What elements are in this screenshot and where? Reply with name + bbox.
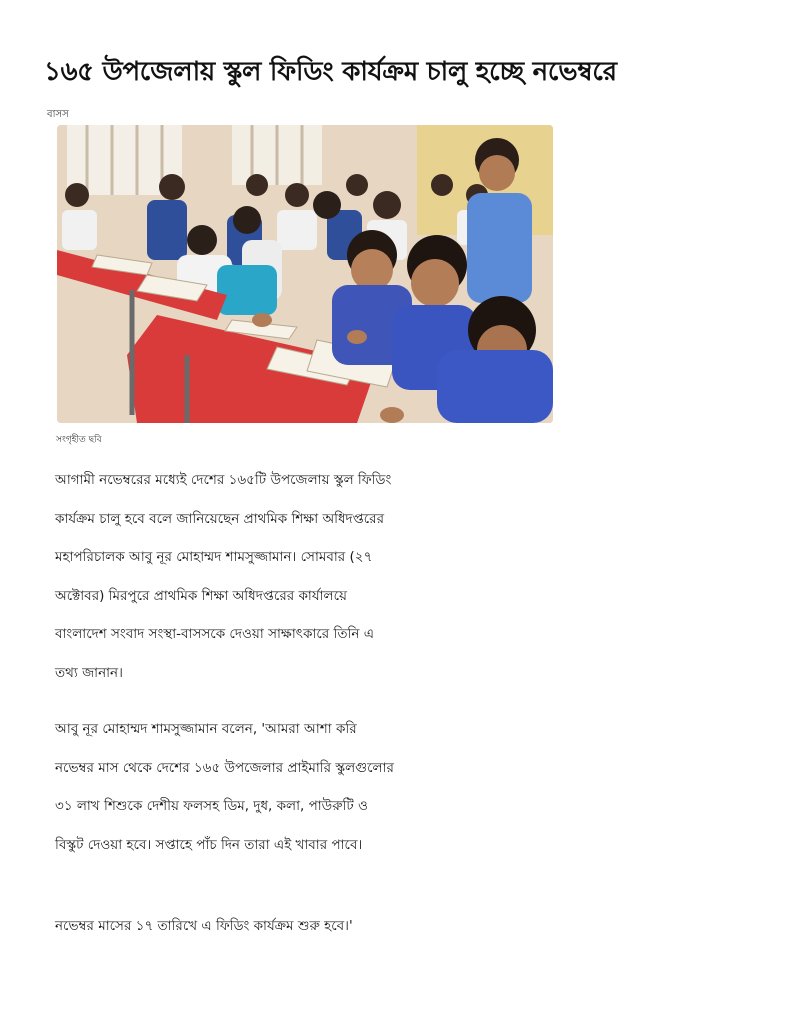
paragraph-line: কার্যক্রম চালু হবে বলে জানিয়েছেন প্রাথমিক শিক্ষা অধিদপ্তরের xyxy=(55,510,385,527)
paragraph-line: তথ্য জানান। xyxy=(55,664,123,681)
paragraph-line: বিস্কুট দেওয়া হবে। সপ্তাহে পাঁচ দিন তারা এই খাবার পাবে। xyxy=(55,836,363,853)
paragraph-line: মহাপরিচালক আবু নূর মোহাম্মদ শামসুজ্জামান। সোমবার (২৭ xyxy=(55,549,373,565)
article-paragraph-1 xyxy=(55,470,455,701)
paragraph-line: ৩১ লাখ শিশুকে দেশীয় ফলসহ ডিম, দুধ, কলা, পাউরুটি ও xyxy=(55,798,368,814)
classroom-photo-illustration xyxy=(57,125,553,423)
image-caption: সংগৃহীত ছবি xyxy=(56,435,102,445)
article-paragraph-3 xyxy=(55,916,455,955)
article-byline: বাসস xyxy=(47,109,69,120)
article-paragraph-2 xyxy=(55,719,455,873)
paragraph-line: নভেম্বর মাস থেকে দেশের ১৬৫ উপজেলার প্রাইমারি স্কুলগুলোর xyxy=(55,759,394,776)
paragraph-line: আবু নূর মোহাম্মদ শামসুজ্জামান বলেন, 'আমরা আশা করি xyxy=(55,721,357,737)
article-headline: ১৬৫ উপজেলায় স্কুল ফিডিং কার্যক্রম চালু হচ্ছে নভেম্বরে xyxy=(44,57,617,87)
paragraph-line: নভেম্বর মাসের ১৭ তারিখে এ ফিডিং কার্যক্রম শুরু হবে।' xyxy=(55,918,353,934)
paragraph-line: বাংলাদেশ সংবাদ সংস্থা-বাসসকে দেওয়া সাক্ষাৎকারে তিনি এ xyxy=(55,626,374,642)
article-photo xyxy=(57,125,553,423)
paragraph-line: অক্টোবর) মিরপুরে প্রাথমিক শিক্ষা অধিদপ্তরের কার্যালয়ে xyxy=(55,587,347,604)
paragraph-line: আগামী নভেম্বরের মধ্যেই দেশের ১৬৫টি উপজেলায় স্কুল ফিডিং xyxy=(55,472,392,488)
